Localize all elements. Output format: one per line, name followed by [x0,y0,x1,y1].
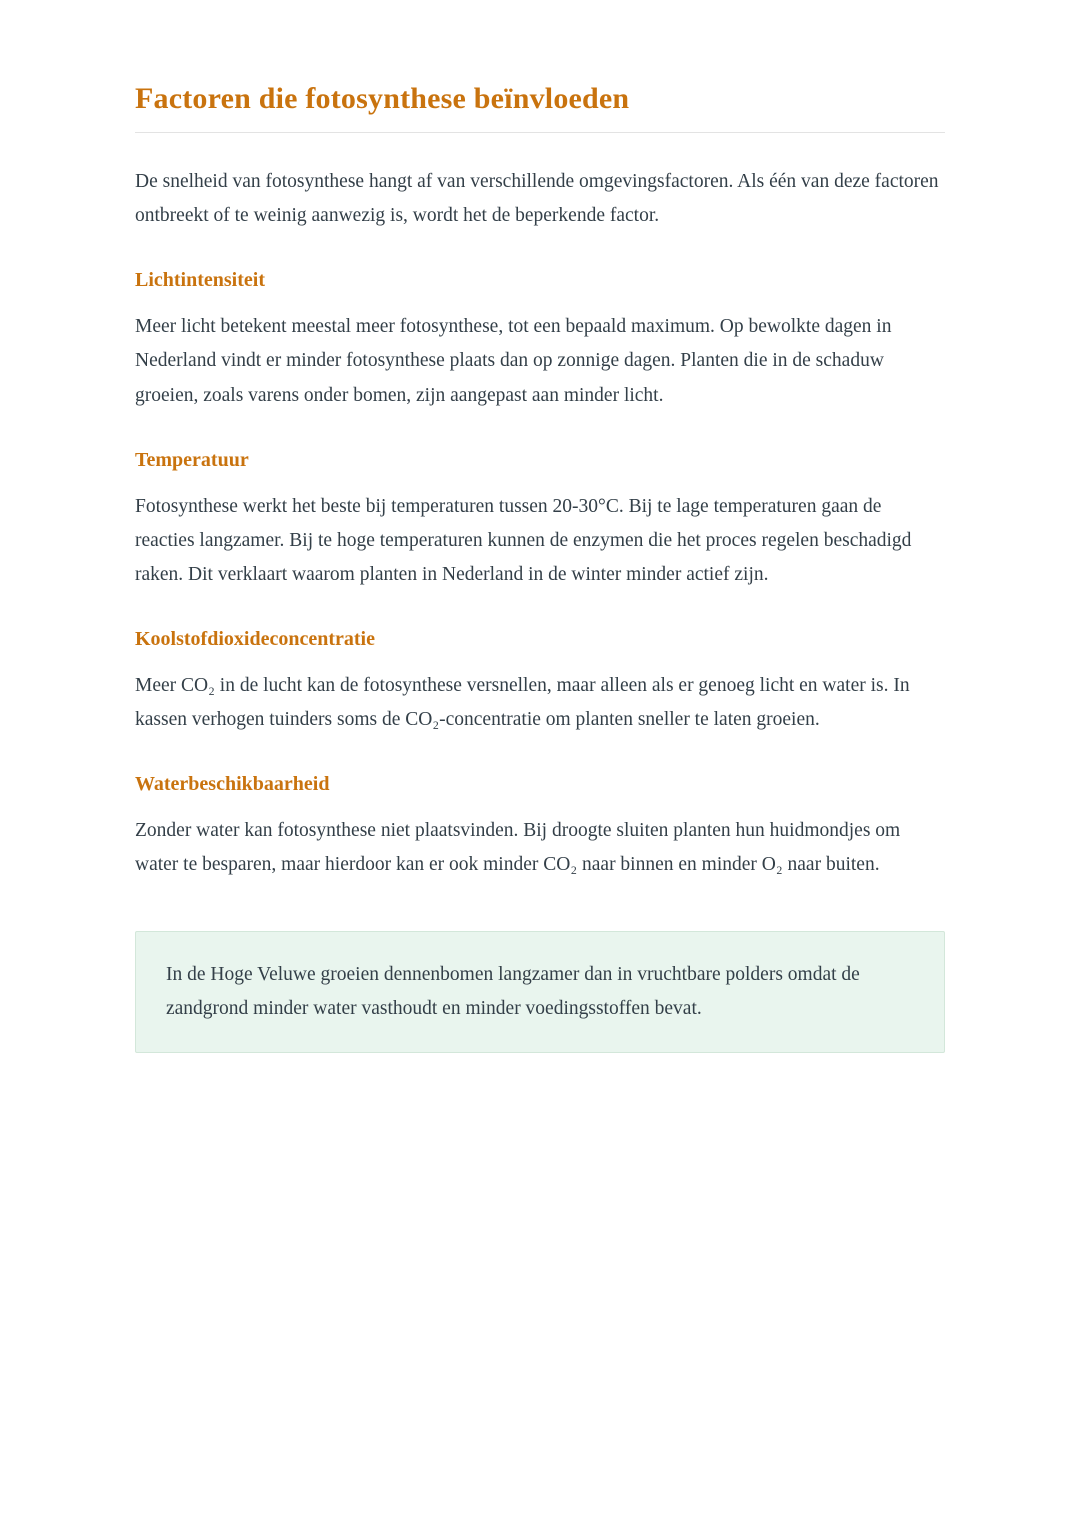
section-heading-koolstofdioxideconcentratie: Koolstofdioxideconcentratie [135,628,375,650]
section-heading-lichtintensiteit: Lichtintensiteit [135,269,265,292]
section-body-waterbeschikbaarheid: Zonder water kan fotosynthese niet plaatsvinden. Bij droogte sluiten planten hun huidmondjes om water te besparen, maar hierdoor kan er ook minder CO₂ naar binnen en minder O₂ naar buiten. [135,820,901,876]
section-heading-temperatuur: Temperatuur [135,448,249,471]
intro-paragraph: De snelheid van fotosynthese hangt af van verschillende omgevingsfactoren. Als één van deze factoren ontbreekt of te weinig aanwezig is, wordt het de beperkende factor. [135,171,939,227]
section-temperatuur [135,449,945,592]
section-body-koolstofdioxideconcentratie: Meer CO₂ in de lucht kan de fotosynthese versnellen, maar alleen als er genoeg licht en water is. In kassen verhogen tuinders soms de CO₂-concentratie om planten sneller te laten groeien. [135,675,910,731]
section-body-lichtintensiteit: Meer licht betekent meestal meer fotosynthese, tot een bepaald maximum. Op bewolkte dagen in Nederland vindt er minder fotosynthese plaats dan op zonnige dagen. Planten die in de schaduw groeien, zoals varens onder bomen, zijn aangepast aan minder licht. [135,316,892,406]
section-lichtintensiteit [135,269,945,412]
page-title: Factoren die fotosynthese beïnvloeden [135,82,630,115]
section-body-temperatuur: Fotosynthese werkt het beste bij temperaturen tussen 20-30°C. Bij te lage temperaturen gaan de reacties langzamer. Bij te hoge temperaturen kunnen de enzymen die het proces regelen beschadigd raken. Dit verklaart waarom planten in Nederland in de winter minder actief zijn. [135,495,912,585]
section-koolstofdioxideconcentratie [135,628,945,737]
section-heading-waterbeschikbaarheid: Waterbeschikbaarheid [135,773,330,796]
section-waterbeschikbaarheid [135,773,945,882]
callout-box [135,931,945,1053]
callout-text: In de Hoge Veluwe groeien dennenbomen langzamer dan in vruchtbare polders omdat de zandgrond minder water vasthoudt en minder voedingsstoffen bevat. [166,963,860,1019]
title-divider [135,132,945,133]
